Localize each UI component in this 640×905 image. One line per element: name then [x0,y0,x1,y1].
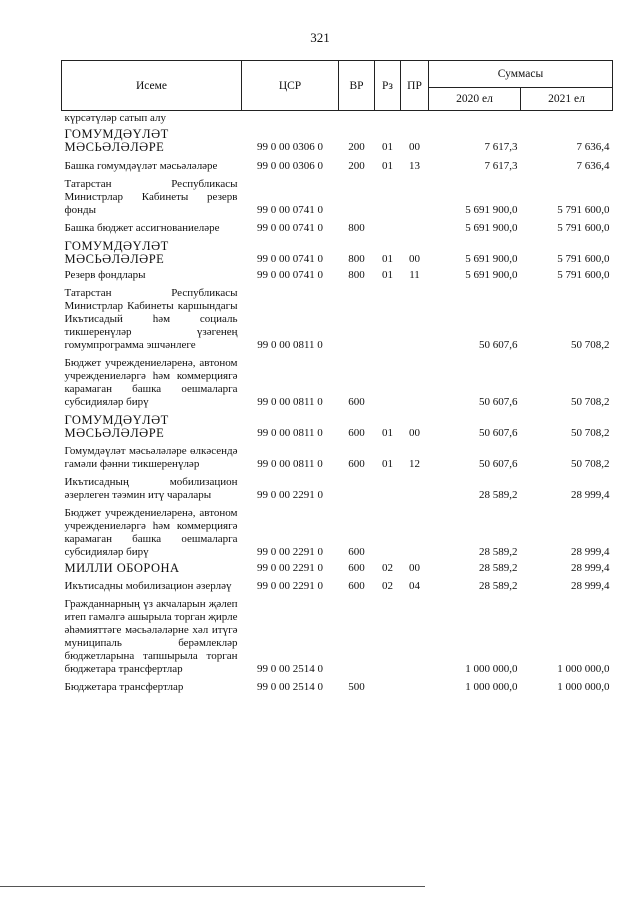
row-vr: 500 [348,681,365,693]
row-value-2020: 7 617,3 [484,160,518,172]
row-pr [401,595,429,678]
row-value-2021: 50 708,2 [571,427,610,439]
row-csr: 99 0 00 2514 0 [257,681,323,693]
table-row [62,268,613,284]
table-row [62,354,613,411]
table-row [62,237,613,268]
row-value-2020: 5 691 900,0 [465,204,518,216]
table-row [62,284,613,354]
row-name: Резерв фондлары [64,269,146,281]
row-value-2021: 5 791 600,0 [557,222,610,234]
row-pr [401,473,429,504]
row-value-2020: 28 589,2 [479,546,518,558]
row-pr: 00 [409,141,420,153]
row-value-2021: 28 999,4 [571,562,610,574]
row-value-2021: 50 708,2 [571,339,610,351]
row-pr [401,219,429,237]
row-csr: 99 0 00 0811 0 [257,458,323,470]
row-value-2020: 5 691 900,0 [465,253,518,265]
row-rz: 01 [382,427,393,439]
row-value-2020: 50 607,6 [479,396,518,408]
row-rz: 01 [382,160,393,172]
row-pr: 04 [409,580,420,592]
row-vr: 600 [348,458,365,470]
row-name: МИЛЛИ ОБОРОНА [64,561,180,575]
table-row [62,473,613,504]
table-row [62,561,613,577]
table-row [62,219,613,237]
row-csr: 99 0 00 0811 0 [257,339,323,351]
row-vr: 800 [348,253,365,265]
page-number: 321 [310,30,330,45]
row-pr: 00 [409,253,420,265]
table-row [62,504,613,561]
row-name: ГОМУМДӘҮЛӘТ МӘСЬӘЛӘЛӘРЕ [64,127,169,154]
header-2021: 2021 ел [521,88,613,111]
table-row [62,577,613,595]
row-name: Бюджет учреждениеләренә, автоном учреждениеләргә һәм коммерциягә карамаган башка оешмаларга субсидияләр бирү [64,357,238,408]
header-rz: Рз [375,61,401,111]
row-rz [375,473,401,504]
row-rz [375,678,401,696]
table-row [62,125,613,156]
row-rz [375,219,401,237]
row-csr: 99 0 00 0741 0 [257,204,323,216]
row-value-2020: 7 617,3 [484,141,518,153]
row-name: Татарстан Республикасы Министрлар Кабинеты резерв фонды [64,178,238,216]
row-pr [401,175,429,219]
row-value-2021: 7 636,4 [576,141,610,153]
row-value-2021: 50 708,2 [571,458,610,470]
row-pr [401,504,429,561]
row-name: Бюджет учреждениеләренә, автоном учреждениеләргә һәм коммерциягә карамаган башка оешмаларга субсидияләр бирү [64,507,238,558]
row-csr: 99 0 00 2514 0 [257,663,323,675]
row-value-2020: 28 589,2 [479,489,518,501]
row-pr: 00 [409,562,420,574]
row-pr [401,678,429,696]
row-value-2021: 1 000 000,0 [557,681,610,693]
row-csr: 99 0 00 0811 0 [257,427,323,439]
row-rz: 01 [382,269,393,281]
row-name: ГОМУМДӘҮЛӘТ МӘСЬӘЛӘЛӘРЕ [64,413,169,440]
header-sums: Суммасы [429,61,613,88]
row-vr: 600 [348,427,365,439]
row-value-2021: 28 999,4 [571,489,610,501]
row-vr: 600 [348,546,365,558]
row-rz [375,175,401,219]
row-csr: 99 0 00 0741 0 [257,253,323,265]
table-row [62,678,613,696]
row-value-2020: 1 000 000,0 [465,663,518,675]
row-name: Бюджетара трансфертлар [64,681,184,693]
row-name: Башка гомумдәүләт мәсьәләләре [64,160,218,172]
row-value-2020: 5 691 900,0 [465,222,518,234]
table-header [62,61,613,111]
row-csr: 99 0 00 2291 0 [257,562,323,574]
row-pr: 00 [409,427,420,439]
row-csr: 99 0 00 2291 0 [257,580,323,592]
row-name: Гражданнарның үз акчаларын җәлеп итеп гамәлгә ашырыла торган җирле әһәмияттәге мәсьәләләрне хәл итүгә муниципаль берәмлекләр бюджетларына тапшырыла торган бюджетара трансфертлар [64,598,238,675]
row-rz [375,504,401,561]
table-row [62,595,613,678]
row-csr: 99 0 00 0811 0 [257,396,323,408]
continuation-text: күрсәтүләр сатып алу [64,112,166,124]
row-value-2021: 50 708,2 [571,396,610,408]
row-value-2021: 5 791 600,0 [557,269,610,281]
row-value-2021: 1 000 000,0 [557,663,610,675]
row-rz: 02 [382,580,393,592]
row-vr: 800 [348,222,365,234]
table-row [62,411,613,442]
row-value-2020: 50 607,6 [479,458,518,470]
row-value-2020: 28 589,2 [479,580,518,592]
row-vr: 800 [348,269,365,281]
row-value-2020: 1 000 000,0 [465,681,518,693]
row-name: ГОМУМДӘҮЛӘТ МӘСЬӘЛӘЛӘРЕ [64,239,169,266]
header-2020: 2020 ел [429,88,521,111]
row-pr: 11 [409,269,420,281]
row-vr [339,175,375,219]
row-rz: 01 [382,141,393,153]
page-bottom-rule [0,886,425,887]
row-csr: 99 0 00 0306 0 [257,141,323,153]
row-rz [375,354,401,411]
row-name: Гомумдәүләт мәсьәләләре өлкәсендә гамәли фәнни тикшеренүләр [64,445,238,470]
row-csr: 99 0 00 0306 0 [257,160,323,172]
row-rz: 01 [382,458,393,470]
row-vr [339,284,375,354]
row-rz: 01 [382,253,393,265]
row-pr: 12 [409,458,420,470]
row-csr: 99 0 00 0741 0 [257,269,323,281]
table-row [62,442,613,473]
row-rz [375,284,401,354]
row-name: Икътисадны мобилизацион әзерләү [64,580,232,592]
header-vr: ВР [339,61,375,111]
table-body [62,111,613,697]
row-value-2020: 50 607,6 [479,427,518,439]
row-vr: 600 [348,396,365,408]
table-row [62,156,613,175]
row-value-2021: 28 999,4 [571,580,610,592]
row-vr [339,595,375,678]
row-rz: 02 [382,562,393,574]
row-value-2021: 5 791 600,0 [557,204,610,216]
row-vr: 200 [348,141,365,153]
row-value-2020: 28 589,2 [479,562,518,574]
header-csr: ЦСР [242,61,339,111]
row-value-2020: 5 691 900,0 [465,269,518,281]
row-value-2021: 7 636,4 [576,160,610,172]
row-value-2021: 5 791 600,0 [557,253,610,265]
table-row [62,175,613,219]
row-name: Икътисадның мобилизацион әзерлеген тәэмин итү чаралары [64,476,238,501]
row-value-2020: 50 607,6 [479,339,518,351]
row-name: Татарстан Республикасы Министрлар Кабинеты каршындагы Икътисадый һәм социаль тикшеренүләр үзәгенең гомумпрограмма эшчәнлеге [64,287,238,351]
row-csr: 99 0 00 2291 0 [257,489,323,501]
row-name: Башка бюджет ассигнованиеләре [64,222,220,234]
row-vr [339,473,375,504]
row-csr: 99 0 00 2291 0 [257,546,323,558]
header-name: Исеме [62,61,242,111]
row-csr: 99 0 00 0741 0 [257,222,323,234]
row-value-2021: 28 999,4 [571,546,610,558]
row-vr: 600 [348,580,365,592]
row-pr [401,284,429,354]
row-pr [401,354,429,411]
row-vr: 600 [348,562,365,574]
row-rz [375,595,401,678]
row-pr: 13 [409,160,420,172]
header-pr: ПР [401,61,429,111]
budget-table [61,60,613,696]
row-vr: 200 [348,160,365,172]
